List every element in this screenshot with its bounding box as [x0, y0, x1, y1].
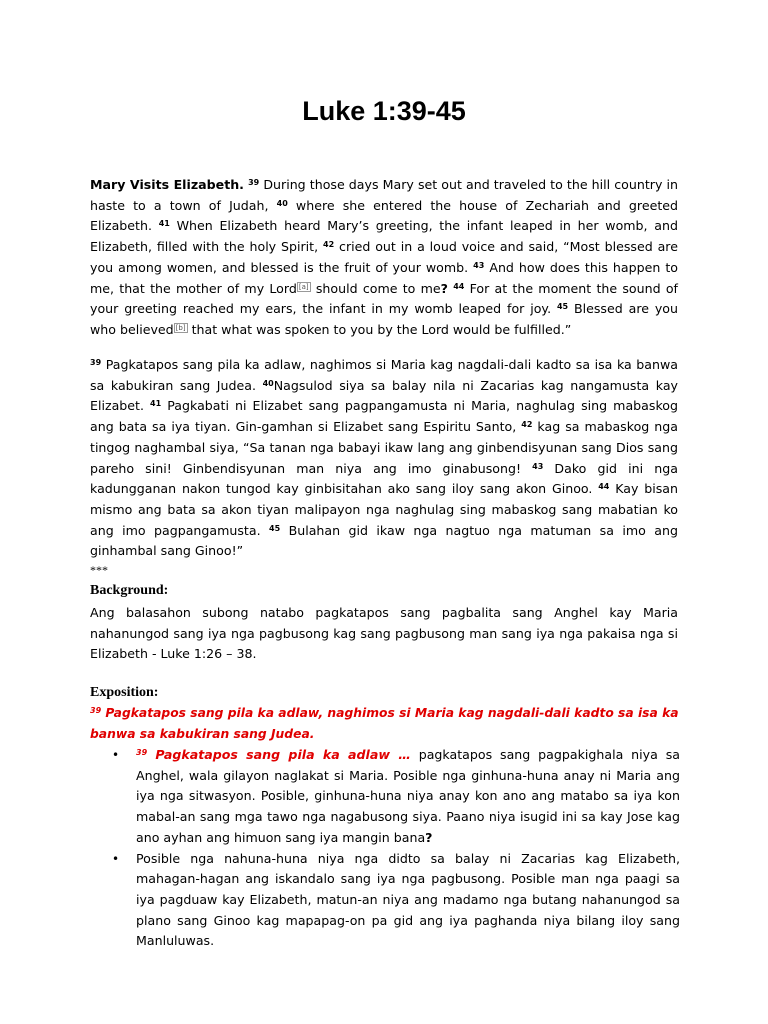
verse-text: And how does this happen to me, that the mother of my Lord — [90, 259, 678, 296]
bullet-text: pagkatapos sang pagpakighala niya sa Anghel, wala gilayon naglakat si Maria. Posible nga ginhuna-huna anay ni Maria ang iya nga sitwasyon. Posible, ginhuna-huna niya anay kon ano ang matabo sa iya kon mabal-an sang mga tawo nga nagabusong siya. Paano niya isugid ini sa kay Jose kag ano ayhan ang himuon sang iya mangin bana — [136, 747, 680, 845]
bullet-icon: • — [112, 748, 120, 762]
exposition-quote — [90, 703, 690, 744]
verse-text: Dako gid ini nga kadungganan nakon tungod kay ginbisitahan ako sang iloy sang akon Ginoo. — [90, 460, 678, 497]
verse-text: Nagsulod siya sa balay nila ni Zacarias kag nangamusta kay Elizabet. — [90, 377, 679, 414]
exposition-heading: Exposition: — [90, 685, 159, 700]
bullet-lead-text: Pagkatapos sang pila ka adlaw … — [155, 747, 411, 762]
verse-number: 40 — [262, 378, 274, 388]
verse-number: 44 — [598, 482, 610, 492]
bullet-lead — [136, 747, 411, 762]
bullet-icon: • — [112, 851, 120, 866]
verse-number: 40 — [276, 198, 288, 208]
bullet-text: Posible nga nahuna-huna niya nga didto sa balay ni Zacarias kag Elizabeth, mahagan-hagan ang iskandalo sang iya nga pagbusong. Posible man nga paagi sa iya pagduaw kay Elizabeth, matun-an niya ang madamo nga butang nahanungod sa plano sang Ginoo kag mapapag-on pa gid ang iya paghanda niya bilang iloy sang Manluluwas. — [136, 850, 680, 949]
verse-number: 43 — [532, 461, 544, 471]
verse-number: 39 — [90, 706, 102, 715]
list-item — [90, 849, 680, 953]
verse-number: 41 — [150, 399, 162, 409]
list-item — [90, 745, 680, 849]
verse-text: cried out in a loud voice and said, “Most blessed are you among women, and blessed is the fruit of your womb. — [90, 239, 678, 275]
verse-text: Bulahan gid ikaw nga nagtuo nga matuman sa imo ang ginhambal sang Ginoo!” — [90, 522, 678, 559]
verse-number: 42 — [521, 420, 533, 430]
verse-text: kag sa mabaskog nga tingog naghambal siya, “Sa tanan nga babayi ikaw lang ang ginbendisyunan sang Dios sang pareho sini! Ginbendisyunan man niya ang imo ginabusong! — [90, 419, 678, 476]
verse-text: should come to me — [315, 280, 441, 296]
verse-text: For at the moment the sound of your greeting reached my ears, the infant in my womb leaped for joy. — [90, 280, 678, 317]
verse-text: Pagkatapos sang pila ka adlaw, naghimos si Maria kag nagdali-dali kadto sa isa ka banwa sa kabukiran sang Judea. — [90, 357, 678, 393]
verse-text: Blessed are you who believed — [90, 301, 678, 337]
verse-number: 42 — [323, 240, 335, 250]
verse-text: During those days Mary set out and traveled to the hill country in haste to a town of Judah, — [90, 177, 678, 213]
english-passage — [90, 175, 678, 341]
page-title: Luke 1:39-45 — [302, 96, 466, 126]
hiligaynon-passage — [90, 355, 678, 562]
verse-number: 45 — [556, 302, 569, 312]
verse-number: 39 — [248, 178, 260, 187]
section-separator: *** — [90, 563, 108, 577]
footnote-link-a[interactable]: [a] — [298, 282, 309, 291]
verse-number: 39 — [136, 748, 148, 757]
passage-heading: Mary Visits Elizabeth. — [90, 177, 244, 192]
verse-text: Pagkabati ni Elizabet sang pagpangamusta ni Maria, naghulag sing mabaskog ang bata sa iya tiyan. Gin-gamhan si Elizabet sang Espiritu Santo, — [90, 398, 678, 435]
verse-text: When Elizabeth heard Mary’s greeting, the infant leaped in her womb, and Elizabeth, filled with the holy Spirit, — [90, 218, 678, 255]
background-text: Ang balasahon subong natabo pagkatapos sang pagbalita sang Anghel kay Maria nahanungod sang iya nga pagbusong kag sang pagbusong man sang iya nga pakaisa nga si Elizabeth - Luke 1:26 – 38. — [90, 605, 678, 662]
verse-text: where she entered the house of Zechariah and greeted Elizabeth. — [90, 197, 678, 234]
quote-text: Pagkatapos sang pila ka adlaw, naghimos si Maria kag nagdali-dali kadto sa isa ka banwa sa kabukiran sang Judea. — [90, 706, 679, 741]
background-heading: Background: — [90, 583, 169, 598]
question-mark: ? — [440, 280, 448, 296]
verse-number: 39 — [90, 358, 102, 367]
footnote-link-b[interactable]: [b] — [175, 323, 186, 332]
verse-text: that what was spoken to you by the Lord would be fulfilled.” — [191, 321, 572, 337]
exposition-bullet-list — [90, 745, 680, 952]
verse-number: 41 — [158, 219, 170, 229]
verse-text: Kay bisan mismo ang bata sa akon tiyan malipayon nga naghulag sing mabaskog sang mabatian ko ang imo pagpangamusta. — [90, 481, 678, 538]
verse-number: 45 — [269, 523, 281, 533]
verse-number: 44 — [453, 281, 465, 291]
verse-number: 43 — [473, 260, 485, 270]
question-mark: ? — [425, 829, 433, 845]
